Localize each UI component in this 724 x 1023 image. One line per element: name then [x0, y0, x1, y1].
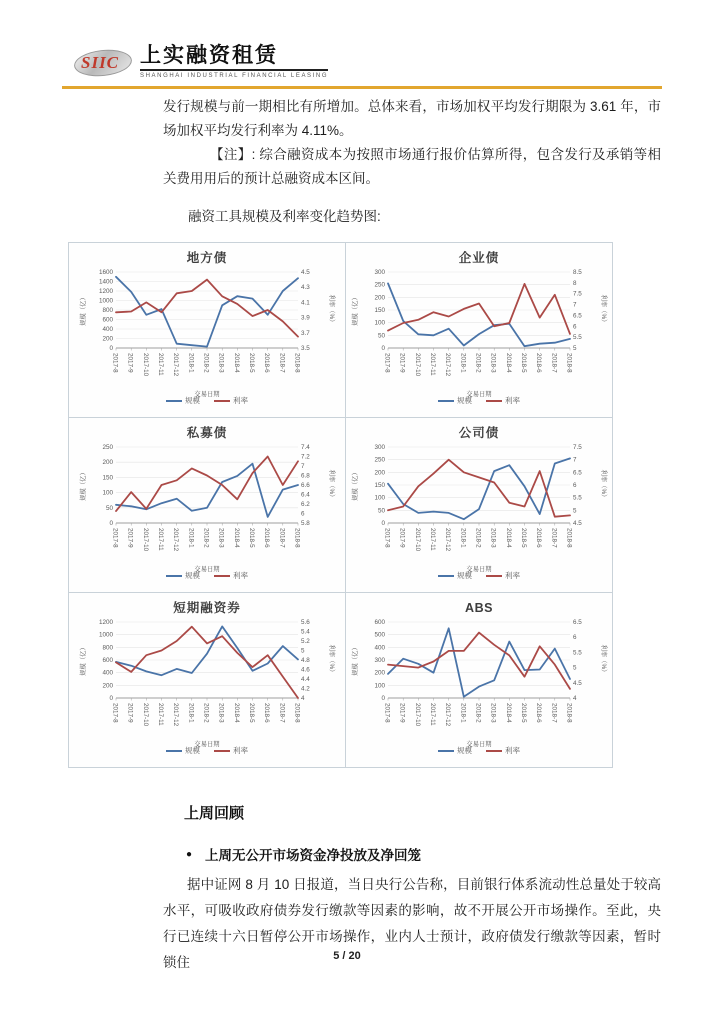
legend-scale-line-icon: [438, 750, 454, 752]
svg-text:8: 8: [573, 279, 577, 287]
chart-plot-area: [348, 615, 610, 749]
svg-text:500: 500: [374, 631, 385, 639]
svg-text:250: 250: [374, 456, 385, 464]
chart-plot-area: [348, 440, 610, 574]
svg-text:6: 6: [573, 634, 577, 642]
review-bullet-item: [186, 844, 421, 864]
svg-text:1600: 1600: [98, 269, 113, 276]
svg-text:2018-8: 2018-8: [293, 703, 301, 723]
svg-text:6.5: 6.5: [573, 619, 582, 626]
siic-logo-icon: [74, 48, 132, 78]
legend-rate-line-icon: [214, 750, 230, 752]
svg-text:5: 5: [573, 507, 577, 515]
legend-rate-label: 利率: [233, 746, 248, 755]
svg-text:2017-8: 2017-8: [111, 703, 119, 723]
svg-text:2017-11: 2017-11: [157, 703, 164, 726]
svg-text:150: 150: [374, 307, 385, 314]
svg-text:6.4: 6.4: [301, 491, 310, 499]
svg-text:600: 600: [102, 657, 113, 664]
svg-text:2017-9: 2017-9: [126, 353, 134, 373]
svg-text:200: 200: [374, 669, 385, 677]
page-number: 5 / 20: [333, 950, 361, 962]
svg-text:2018-4: 2018-4: [232, 703, 240, 723]
svg-text:利率（%）: 利率（%）: [600, 644, 607, 676]
chart-corporate-bond: [346, 418, 613, 593]
svg-text:2018-4: 2018-4: [504, 353, 512, 373]
svg-text:2018-7: 2018-7: [278, 703, 286, 723]
chart-title: 地方债: [186, 250, 228, 265]
svg-text:600: 600: [374, 619, 385, 626]
svg-text:2017-10: 2017-10: [413, 528, 421, 552]
chart-plot-area: [76, 265, 338, 399]
svg-text:4.5: 4.5: [573, 679, 582, 687]
svg-text:2017-12: 2017-12: [172, 703, 180, 727]
svg-text:3.9: 3.9: [301, 314, 310, 322]
svg-text:2018-2: 2018-2: [474, 528, 482, 548]
svg-text:规模（亿）: 规模（亿）: [352, 294, 359, 326]
legend-rate-line-icon: [486, 750, 502, 752]
svg-text:5.8: 5.8: [301, 520, 310, 527]
brand-block: [140, 44, 328, 79]
chart-legend: [166, 745, 248, 756]
svg-text:7: 7: [573, 456, 577, 464]
svg-text:6.8: 6.8: [301, 472, 310, 480]
svg-text:2018-3: 2018-3: [217, 703, 225, 723]
svg-text:400: 400: [102, 669, 113, 677]
svg-text:2017-12: 2017-12: [172, 353, 180, 377]
svg-text:2018-6: 2018-6: [263, 353, 271, 373]
svg-text:1000: 1000: [98, 631, 113, 639]
svg-text:2017-12: 2017-12: [172, 528, 180, 552]
svg-text:2018-4: 2018-4: [504, 528, 512, 548]
svg-text:2017-11: 2017-11: [429, 703, 436, 726]
svg-text:400: 400: [102, 326, 113, 333]
svg-text:100: 100: [374, 682, 385, 690]
svg-text:交易日期: 交易日期: [466, 391, 492, 398]
svg-text:规模（亿）: 规模（亿）: [352, 469, 359, 501]
svg-text:2017-8: 2017-8: [383, 353, 391, 373]
svg-text:50: 50: [377, 507, 385, 515]
svg-text:利率（%）: 利率（%）: [600, 294, 607, 326]
chart-short-term-financing-bill: [69, 593, 346, 768]
svg-text:2017-9: 2017-9: [398, 703, 406, 723]
svg-text:2017-9: 2017-9: [398, 353, 406, 373]
chart-title: 企业债: [458, 250, 500, 265]
svg-text:2018-7: 2018-7: [550, 353, 558, 373]
svg-text:2018-6: 2018-6: [535, 528, 543, 548]
svg-text:2017-9: 2017-9: [398, 528, 406, 548]
legend-scale-label: 规模: [457, 571, 472, 580]
svg-text:800: 800: [102, 307, 113, 314]
svg-text:2017-8: 2017-8: [383, 703, 391, 723]
svg-text:0: 0: [381, 695, 385, 702]
svg-text:2018-2: 2018-2: [474, 353, 482, 373]
charts-caption: 融资工具规模及利率变化趋势图:: [188, 209, 381, 224]
svg-text:2017-10: 2017-10: [141, 353, 149, 377]
svg-text:2018-5: 2018-5: [520, 703, 527, 723]
svg-text:400: 400: [374, 644, 385, 652]
note-paragraph: 【注】: 综合融资成本为按照市场通行报价估算所得，包含发行及承销等相关费用用后的预计总融资成本区间。: [163, 147, 661, 186]
svg-text:2018-5: 2018-5: [248, 353, 255, 373]
svg-text:2017-8: 2017-8: [383, 528, 391, 548]
svg-text:300: 300: [374, 269, 385, 276]
svg-text:利率（%）: 利率（%）: [600, 469, 607, 501]
svg-text:2017-10: 2017-10: [141, 703, 149, 727]
legend-rate-label: 利率: [505, 746, 520, 755]
svg-text:2017-11: 2017-11: [157, 528, 164, 551]
svg-text:2018-3: 2018-3: [217, 353, 225, 373]
chart-private-placement-bond: [69, 418, 346, 593]
svg-text:2018-4: 2018-4: [232, 353, 240, 373]
brand-name: 上实融资租赁: [140, 44, 328, 71]
svg-text:交易日期: 交易日期: [194, 741, 220, 748]
svg-text:250: 250: [102, 444, 113, 451]
svg-text:2018-5: 2018-5: [520, 528, 527, 548]
svg-text:4.8: 4.8: [301, 657, 310, 664]
legend-rate-line-icon: [486, 575, 502, 577]
svg-text:50: 50: [377, 332, 385, 340]
svg-text:5.5: 5.5: [573, 649, 582, 657]
brand-subtitle: SHANGHAI INDUSTRIAL FINANCIAL LEASING: [140, 73, 329, 80]
svg-text:4.1: 4.1: [301, 299, 310, 307]
svg-text:2017-12: 2017-12: [444, 528, 452, 552]
svg-text:1200: 1200: [98, 288, 113, 295]
legend-rate-label: 利率: [505, 571, 520, 580]
svg-text:200: 200: [102, 682, 113, 690]
svg-text:6: 6: [573, 323, 577, 331]
svg-text:规模（亿）: 规模（亿）: [80, 644, 87, 676]
svg-text:6.2: 6.2: [301, 501, 310, 508]
svg-text:6: 6: [301, 510, 305, 518]
chart-enterprise-bond: [346, 243, 613, 418]
chart-title: ABS: [465, 601, 493, 615]
svg-text:5.5: 5.5: [573, 334, 582, 342]
svg-text:5.4: 5.4: [301, 628, 310, 636]
legend-scale-label: 规模: [185, 396, 200, 405]
chart-legend: [166, 395, 248, 406]
svg-text:2018-7: 2018-7: [550, 528, 558, 548]
svg-text:2017-9: 2017-9: [126, 528, 134, 548]
svg-text:2018-6: 2018-6: [263, 528, 271, 548]
svg-text:2018-2: 2018-2: [202, 703, 210, 723]
svg-text:200: 200: [102, 335, 113, 343]
chart-plot-area: [348, 265, 610, 399]
svg-text:6.5: 6.5: [573, 312, 582, 320]
svg-text:0: 0: [109, 695, 113, 702]
svg-text:2017-10: 2017-10: [413, 703, 421, 727]
svg-text:2017-12: 2017-12: [444, 353, 452, 377]
svg-text:1000: 1000: [98, 297, 113, 305]
svg-text:2018-8: 2018-8: [565, 703, 573, 723]
svg-text:6: 6: [573, 482, 577, 489]
legend-scale-line-icon: [166, 575, 182, 577]
svg-text:2018-8: 2018-8: [565, 528, 573, 548]
svg-text:100: 100: [374, 494, 385, 502]
svg-text:0: 0: [381, 520, 385, 527]
chart-plot-area: [76, 440, 338, 574]
company-logo: [74, 44, 328, 79]
svg-text:2017-10: 2017-10: [413, 353, 421, 377]
legend-scale-label: 规模: [457, 746, 472, 755]
svg-text:5: 5: [573, 664, 577, 672]
chart-title: 公司债: [458, 425, 500, 440]
svg-text:2018-8: 2018-8: [293, 353, 301, 373]
svg-text:4.5: 4.5: [573, 520, 582, 527]
svg-text:1400: 1400: [98, 278, 113, 286]
legend-scale-label: 规模: [457, 396, 472, 405]
svg-text:7: 7: [573, 301, 577, 309]
svg-text:2018-3: 2018-3: [489, 703, 497, 723]
svg-text:利率（%）: 利率（%）: [328, 644, 335, 676]
svg-text:200: 200: [374, 294, 385, 302]
svg-text:5.2: 5.2: [301, 638, 310, 645]
svg-text:200: 200: [102, 459, 113, 467]
svg-text:5.5: 5.5: [573, 494, 582, 502]
svg-text:800: 800: [102, 644, 113, 652]
svg-text:300: 300: [374, 444, 385, 451]
svg-text:150: 150: [374, 482, 385, 489]
svg-text:2018-8: 2018-8: [293, 528, 301, 548]
intro-text: [163, 95, 661, 191]
chart-legend: [166, 570, 248, 581]
chart-abs: [346, 593, 613, 768]
svg-text:利率（%）: 利率（%）: [328, 469, 335, 501]
chart-local-government-bond: [69, 243, 346, 418]
svg-text:2018-7: 2018-7: [550, 703, 558, 723]
svg-text:利率（%）: 利率（%）: [328, 294, 335, 326]
svg-text:2017-12: 2017-12: [444, 703, 452, 727]
svg-text:2018-1: 2018-1: [459, 528, 467, 548]
chart-legend: [438, 745, 520, 756]
svg-text:1200: 1200: [98, 619, 113, 626]
legend-scale-label: 规模: [185, 571, 200, 580]
svg-text:100: 100: [374, 319, 385, 327]
svg-text:0: 0: [109, 345, 113, 352]
svg-text:5: 5: [301, 647, 305, 655]
svg-text:2018-3: 2018-3: [489, 353, 497, 373]
svg-text:7.4: 7.4: [301, 444, 310, 451]
svg-text:3.7: 3.7: [301, 329, 310, 337]
svg-text:2017-10: 2017-10: [141, 528, 149, 552]
legend-rate-line-icon: [486, 400, 502, 402]
svg-text:2018-8: 2018-8: [565, 353, 573, 373]
legend-scale-line-icon: [166, 750, 182, 752]
chart-plot-area: [76, 615, 338, 749]
svg-text:规模（亿）: 规模（亿）: [80, 294, 87, 326]
svg-text:交易日期: 交易日期: [194, 566, 220, 573]
svg-text:2018-5: 2018-5: [520, 353, 527, 373]
svg-text:5: 5: [573, 345, 577, 352]
svg-text:2018-4: 2018-4: [504, 703, 512, 723]
legend-scale-line-icon: [438, 400, 454, 402]
legend-scale-line-icon: [438, 575, 454, 577]
svg-text:2018-4: 2018-4: [232, 528, 240, 548]
review-heading: 上周回顾: [184, 805, 245, 822]
svg-text:2018-1: 2018-1: [459, 703, 467, 723]
chart-title: 私募债: [186, 425, 228, 440]
review-paragraph: 据中证网 8 月 10 日报道，当日央行公告称，目前银行体系流动性总量处于较高水平，可吸收政府债券发行缴款等因素的影响，故不开展公开市场操作。至此，央行已连续十六日暂停公开市场操作，业内人士预计，政府债发行缴款等因素，暂时锁住: [163, 877, 661, 970]
svg-text:2018-5: 2018-5: [248, 703, 255, 723]
legend-scale-label: 规模: [185, 746, 200, 755]
svg-text:2018-2: 2018-2: [474, 703, 482, 723]
svg-text:8.5: 8.5: [573, 269, 582, 276]
svg-text:200: 200: [374, 469, 385, 477]
svg-text:2018-1: 2018-1: [459, 353, 467, 373]
review-bullet-text: 上周无公开市场资金净投放及净回笼: [205, 848, 422, 863]
chart-grid: [68, 242, 613, 768]
legend-scale-line-icon: [166, 400, 182, 402]
svg-text:6.6: 6.6: [301, 482, 310, 489]
svg-text:4.5: 4.5: [301, 269, 310, 276]
svg-text:7.2: 7.2: [301, 453, 310, 461]
svg-text:100: 100: [102, 489, 113, 497]
svg-text:规模（亿）: 规模（亿）: [80, 469, 87, 501]
svg-text:2017-11: 2017-11: [429, 353, 436, 376]
svg-text:2018-2: 2018-2: [202, 353, 210, 373]
svg-text:交易日期: 交易日期: [194, 391, 220, 398]
svg-text:2018-6: 2018-6: [535, 353, 543, 373]
svg-text:300: 300: [374, 657, 385, 664]
svg-text:2018-3: 2018-3: [217, 528, 225, 548]
svg-text:3.5: 3.5: [301, 345, 310, 352]
svg-text:2018-7: 2018-7: [278, 528, 286, 548]
svg-text:4: 4: [301, 695, 305, 702]
chart-legend: [438, 570, 520, 581]
svg-text:7.5: 7.5: [573, 290, 582, 298]
svg-text:0: 0: [109, 520, 113, 527]
svg-text:50: 50: [105, 504, 113, 512]
svg-text:规模（亿）: 规模（亿）: [352, 644, 359, 676]
svg-text:2017-8: 2017-8: [111, 353, 119, 373]
legend-rate-line-icon: [214, 575, 230, 577]
svg-text:2018-1: 2018-1: [187, 353, 195, 373]
svg-text:2018-7: 2018-7: [278, 353, 286, 373]
svg-text:2018-2: 2018-2: [202, 528, 210, 548]
svg-text:2017-9: 2017-9: [126, 703, 134, 723]
svg-text:2017-8: 2017-8: [111, 528, 119, 548]
svg-text:150: 150: [102, 474, 113, 482]
svg-text:2018-1: 2018-1: [187, 528, 195, 548]
legend-rate-line-icon: [214, 400, 230, 402]
svg-text:交易日期: 交易日期: [466, 741, 492, 748]
svg-text:250: 250: [374, 281, 385, 289]
svg-text:0: 0: [381, 345, 385, 352]
svg-text:4.2: 4.2: [301, 685, 310, 693]
svg-text:7: 7: [301, 463, 305, 470]
legend-rate-label: 利率: [233, 396, 248, 405]
svg-text:2018-1: 2018-1: [187, 703, 195, 723]
legend-rate-label: 利率: [233, 571, 248, 580]
svg-text:4.6: 4.6: [301, 666, 310, 674]
svg-text:7.5: 7.5: [573, 444, 582, 451]
svg-text:6.5: 6.5: [573, 469, 582, 477]
svg-text:5.6: 5.6: [301, 619, 310, 626]
gold-divider-rule: [62, 86, 662, 89]
legend-rate-label: 利率: [505, 396, 520, 405]
svg-text:2018-3: 2018-3: [489, 528, 497, 548]
chart-legend: [438, 395, 520, 406]
svg-text:4: 4: [573, 695, 577, 702]
intro-paragraph: 发行规模与前一期相比有所增加。总体来看，市场加权平均发行期限为 3.61 年，市场加权平均发行利率为 4.11%。: [163, 99, 661, 138]
svg-text:2018-5: 2018-5: [248, 528, 255, 548]
chart-title: 短期融资券: [173, 600, 241, 615]
svg-text:2017-11: 2017-11: [429, 528, 436, 551]
svg-text:4.3: 4.3: [301, 284, 310, 292]
svg-text:2017-11: 2017-11: [157, 353, 164, 376]
svg-text:4.4: 4.4: [301, 676, 310, 683]
svg-text:交易日期: 交易日期: [466, 566, 492, 573]
svg-text:2018-6: 2018-6: [535, 703, 543, 723]
logo-siic-text: SIIC: [81, 53, 120, 72]
svg-text:600: 600: [102, 316, 113, 324]
bullet-icon: ●: [186, 848, 193, 860]
svg-text:2018-6: 2018-6: [263, 703, 271, 723]
